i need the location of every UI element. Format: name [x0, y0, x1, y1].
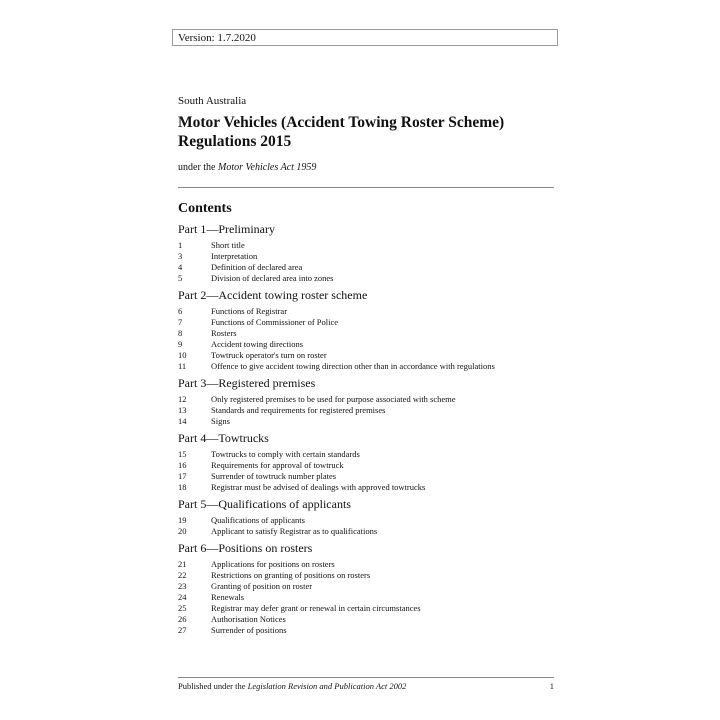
toc-part	[178, 376, 558, 427]
toc-entry[interactable]	[178, 416, 558, 427]
document-title: Motor Vehicles (Accident Towing Roster Scheme) Regulations 2015	[178, 114, 505, 150]
contents-heading: Contents	[178, 201, 232, 216]
toc-entry[interactable]	[178, 306, 558, 317]
toc-entry-number: 22	[178, 570, 187, 580]
toc-entry-number: 12	[178, 394, 187, 404]
toc-entry-number: 24	[178, 592, 187, 602]
toc-entry-number: 21	[178, 559, 187, 569]
toc-entry-title: Surrender of towtruck number plates	[211, 471, 337, 481]
toc-entry-title: Requirements for approval of towtruck	[211, 460, 344, 470]
toc-entry-number: 18	[178, 482, 187, 492]
toc-entry[interactable]	[178, 240, 558, 251]
toc-entry-title: Towtruck operator's turn on roster	[211, 350, 327, 360]
toc-entry[interactable]	[178, 262, 558, 273]
toc-entry-title: Standards and requirements for registered premises	[211, 405, 386, 415]
toc-entry[interactable]	[178, 405, 558, 416]
toc-entry-title: Accident towing directions	[211, 339, 304, 349]
publication-note	[178, 681, 406, 691]
toc-entry-title: Granting of position on roster	[211, 581, 313, 591]
toc-entry[interactable]	[178, 592, 558, 603]
toc-entry[interactable]	[178, 339, 558, 350]
toc-entry-title: Towtrucks to comply with certain standards	[211, 449, 360, 459]
toc-entry-number: 15	[178, 449, 187, 459]
version-box	[172, 29, 558, 46]
table-of-contents	[178, 222, 558, 640]
toc-entry-number: 19	[178, 515, 187, 525]
toc-entry-title: Qualifications of applicants	[211, 515, 305, 525]
toc-part-heading[interactable]: Part 3—Registered premises	[178, 376, 316, 390]
toc-entry-number: 11	[178, 361, 187, 371]
toc-entry-number: 16	[178, 460, 187, 470]
toc-entry-number: 6	[178, 306, 183, 316]
toc-entry-title: Only registered premises to be used for purpose associated with scheme	[211, 394, 456, 404]
enabling-act-prefix: under the	[178, 162, 218, 173]
toc-entry-title: Renewals	[211, 592, 245, 602]
toc-entry[interactable]	[178, 361, 558, 372]
toc-part	[178, 541, 558, 636]
toc-entry-title: Division of declared area into zones	[211, 273, 334, 283]
toc-entry-number: 14	[178, 416, 187, 426]
toc-entry-title: Surrender of positions	[211, 625, 287, 635]
toc-part-heading[interactable]: Part 2—Accident towing roster scheme	[178, 288, 368, 302]
publication-act: Legislation Revision and Publication Act 2002	[247, 681, 407, 691]
page-number: 1	[549, 681, 554, 691]
toc-entry-number: 4	[178, 262, 183, 272]
toc-entry-number: 3	[178, 251, 183, 261]
toc-entry[interactable]	[178, 559, 558, 570]
toc-entry-number: 20	[178, 526, 187, 536]
enabling-act-name: Motor Vehicles Act 1959	[218, 162, 317, 173]
toc-entry-number: 7	[178, 317, 183, 327]
jurisdiction: South Australia	[178, 95, 247, 107]
toc-entry-title: Registrar must be advised of dealings with approved towtrucks	[211, 482, 426, 492]
footer-divider	[178, 677, 554, 678]
toc-part-heading[interactable]: Part 6—Positions on rosters	[178, 541, 313, 555]
toc-entry[interactable]	[178, 526, 558, 537]
toc-entry-title: Signs	[211, 416, 230, 426]
toc-part	[178, 288, 558, 372]
toc-part	[178, 431, 558, 493]
toc-entry-title: Applications for positions on rosters	[211, 559, 335, 569]
toc-entry-title: Registrar may defer grant or renewal in certain circumstances	[211, 603, 421, 613]
toc-entry-number: 5	[178, 273, 183, 283]
toc-entry-title: Functions of Registrar	[211, 306, 288, 316]
toc-entry-title: Authorisation Notices	[211, 614, 286, 624]
toc-entry-number: 13	[178, 405, 187, 415]
toc-entry-number: 25	[178, 603, 187, 613]
toc-entry-title: Short title	[211, 240, 245, 250]
publication-prefix: Published under the	[178, 681, 248, 691]
toc-part-heading[interactable]: Part 4—Towtrucks	[178, 431, 269, 445]
header-divider	[178, 187, 554, 188]
toc-entry-number: 23	[178, 581, 187, 591]
toc-entry-title: Interpretation	[211, 251, 258, 261]
toc-entry[interactable]	[178, 471, 558, 482]
toc-part-heading[interactable]: Part 1—Preliminary	[178, 222, 275, 236]
toc-entry[interactable]	[178, 460, 558, 471]
toc-part-heading[interactable]: Part 5—Qualifications of applicants	[178, 497, 351, 511]
toc-part	[178, 497, 558, 537]
version-label: Version: 1.7.2020	[178, 32, 256, 44]
toc-entry-number: 9	[178, 339, 183, 349]
toc-entry[interactable]	[178, 570, 558, 581]
toc-part	[178, 222, 558, 284]
toc-entry-number: 8	[178, 328, 183, 338]
enabling-act	[178, 162, 316, 173]
page-footer	[178, 681, 554, 691]
toc-entry[interactable]	[178, 603, 558, 614]
toc-entry[interactable]	[178, 482, 558, 493]
toc-entry[interactable]	[178, 317, 558, 328]
toc-entry[interactable]	[178, 394, 558, 405]
toc-entry-title: Restrictions on granting of positions on rosters	[211, 570, 371, 580]
toc-entry-number: 27	[178, 625, 187, 635]
toc-entry[interactable]	[178, 581, 558, 592]
toc-entry-number: 17	[178, 471, 187, 481]
toc-entry-title: Definition of declared area	[211, 262, 303, 272]
toc-entry[interactable]	[178, 515, 558, 526]
toc-entry-number: 26	[178, 614, 187, 624]
toc-entry-number: 1	[178, 240, 183, 250]
toc-entry[interactable]	[178, 273, 558, 284]
toc-entry[interactable]	[178, 449, 558, 460]
toc-entry[interactable]	[178, 614, 558, 625]
toc-entry[interactable]	[178, 328, 558, 339]
toc-entry-title: Offence to give accident towing direction other than in accordance with regulations	[211, 361, 495, 371]
toc-entry[interactable]	[178, 350, 558, 361]
toc-entry[interactable]	[178, 251, 558, 262]
toc-entry[interactable]	[178, 625, 558, 636]
toc-entry-title: Rosters	[211, 328, 237, 338]
toc-entry-number: 10	[178, 350, 187, 360]
toc-entry-title: Applicant to satisfy Registrar as to qualifications	[211, 526, 378, 536]
toc-entry-title: Functions of Commissioner of Police	[211, 317, 339, 327]
